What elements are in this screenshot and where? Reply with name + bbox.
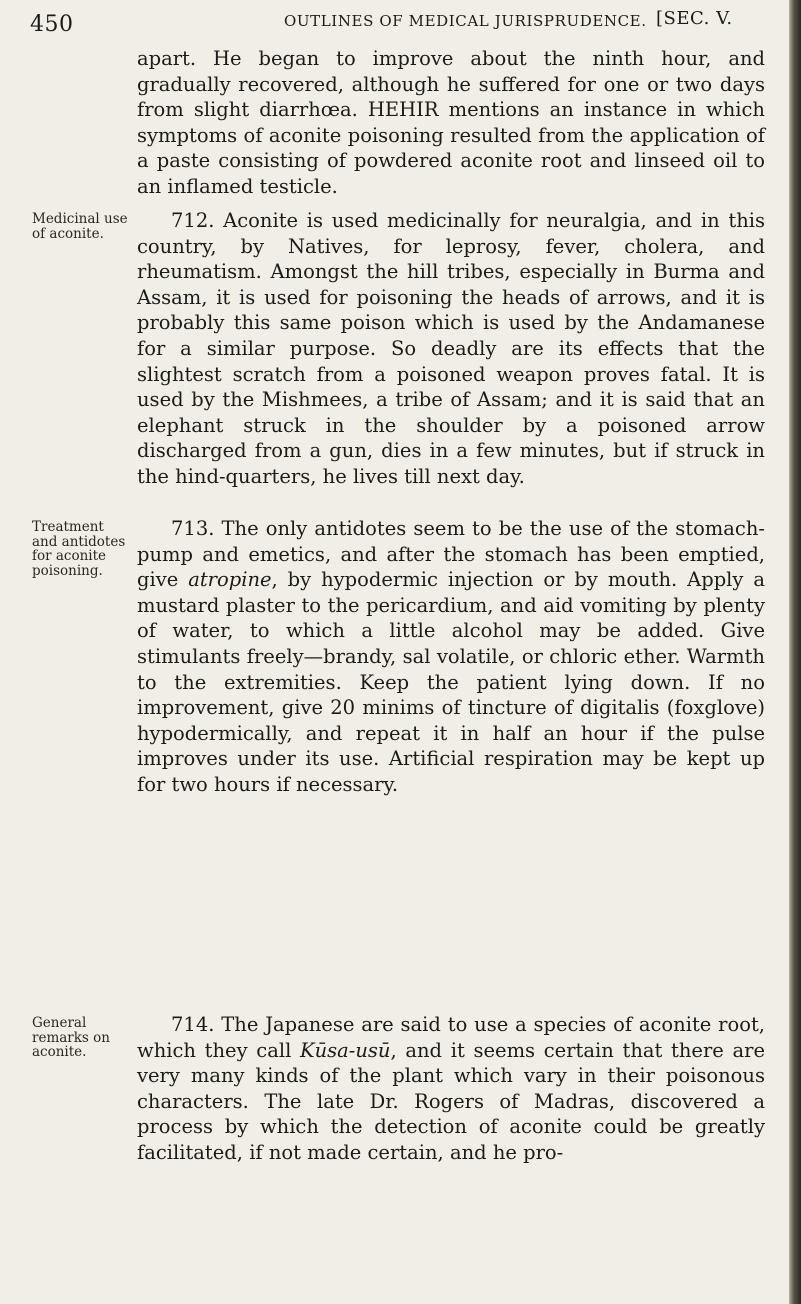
paragraph-text: , and it seems certain that there are very many kinds of the plant which vary in their poisonous characters. The late Dr. Rogers of Madras, discovered a process by which the detection of aconite could be greatly facilitated, if not made certain, and he pro- xyxy=(137,1038,765,1164)
book-binding-edge xyxy=(789,0,801,1304)
paragraph-text: The Japanese are said to use a species of aconite root, which they call xyxy=(137,1013,766,1062)
margin-note-general-remarks: General remarks on aconite. xyxy=(32,1015,110,1060)
paragraph-number: 713. xyxy=(171,517,215,540)
paragraph-text: , by hypodermic injection or by mouth. Apply a mustard plaster to the pericardium, and aid vomiting by plenty of water, to which a little alcohol may be added. Give stimulants freely—brandy, sal volatile, or chloric ether. Warmth to the extremities. Keep the patient lying down. If no improvement, give 20 minims of tincture of digitalis (foxglove) hypodermically, and repeat it in half an hour if the pulse improves under its use. Artificial respiration may be kept up for two hours if necessary. xyxy=(137,568,765,796)
paragraph-text: The only antidotes seem to be the use of the stomach-pump and emetics, and after the stomach has been emptied, give xyxy=(137,517,765,592)
paragraph-text: Aconite is used medicinally for neuralgia, and in this country, by Natives, for leprosy, fever, cholera, and rheumatism. Amongst the hill tribes, especially in Burma and Assam, it is used for poisoning the heads of arrows, and it is probably this same poison which is used by the Andamanese for a similar purpose. So deadly are its effects that the slightest scratch from a poisoned weapon proves fatal. It is used by the Mishmees, a tribe of Assam; and it is said that an elephant struck in the shoulder by a poisoned arrow discharged from a gun, dies in a few minutes, but if struck in the hind-quarters, he lives till next day. xyxy=(137,209,766,488)
plant-name-italic: Kūsa-usū xyxy=(300,1038,391,1062)
paragraph-text: apart. He began to improve about the ninth hour, and gradually recovered, although he suffered for one or two days from slight diarrhœa. HEHIR mentions an instance in which symptoms of aconite poisoning resulted from the application of a paste consisting of powdered aconite root and linseed oil to an inflamed testicle. xyxy=(137,47,765,198)
page-number: 450 xyxy=(30,12,74,37)
paragraph-number: 714. xyxy=(171,1013,215,1036)
paragraph-number: 712. xyxy=(171,209,215,232)
paragraph-continuation xyxy=(137,46,765,200)
paragraph-712 xyxy=(137,208,765,490)
section-mark: [SEC. V. xyxy=(656,8,733,29)
margin-note-treatment: Treatment and antidotes for aconite poisoning. xyxy=(32,519,126,579)
paragraph-714 xyxy=(137,1012,765,1166)
paragraph-713 xyxy=(137,516,765,798)
margin-note-medicinal-use: Medicinal use of aconite. xyxy=(32,211,128,242)
drug-name-italic: atropine xyxy=(188,568,272,592)
running-head: OUTLINES OF MEDICAL JURISPRUDENCE. xyxy=(284,12,647,30)
